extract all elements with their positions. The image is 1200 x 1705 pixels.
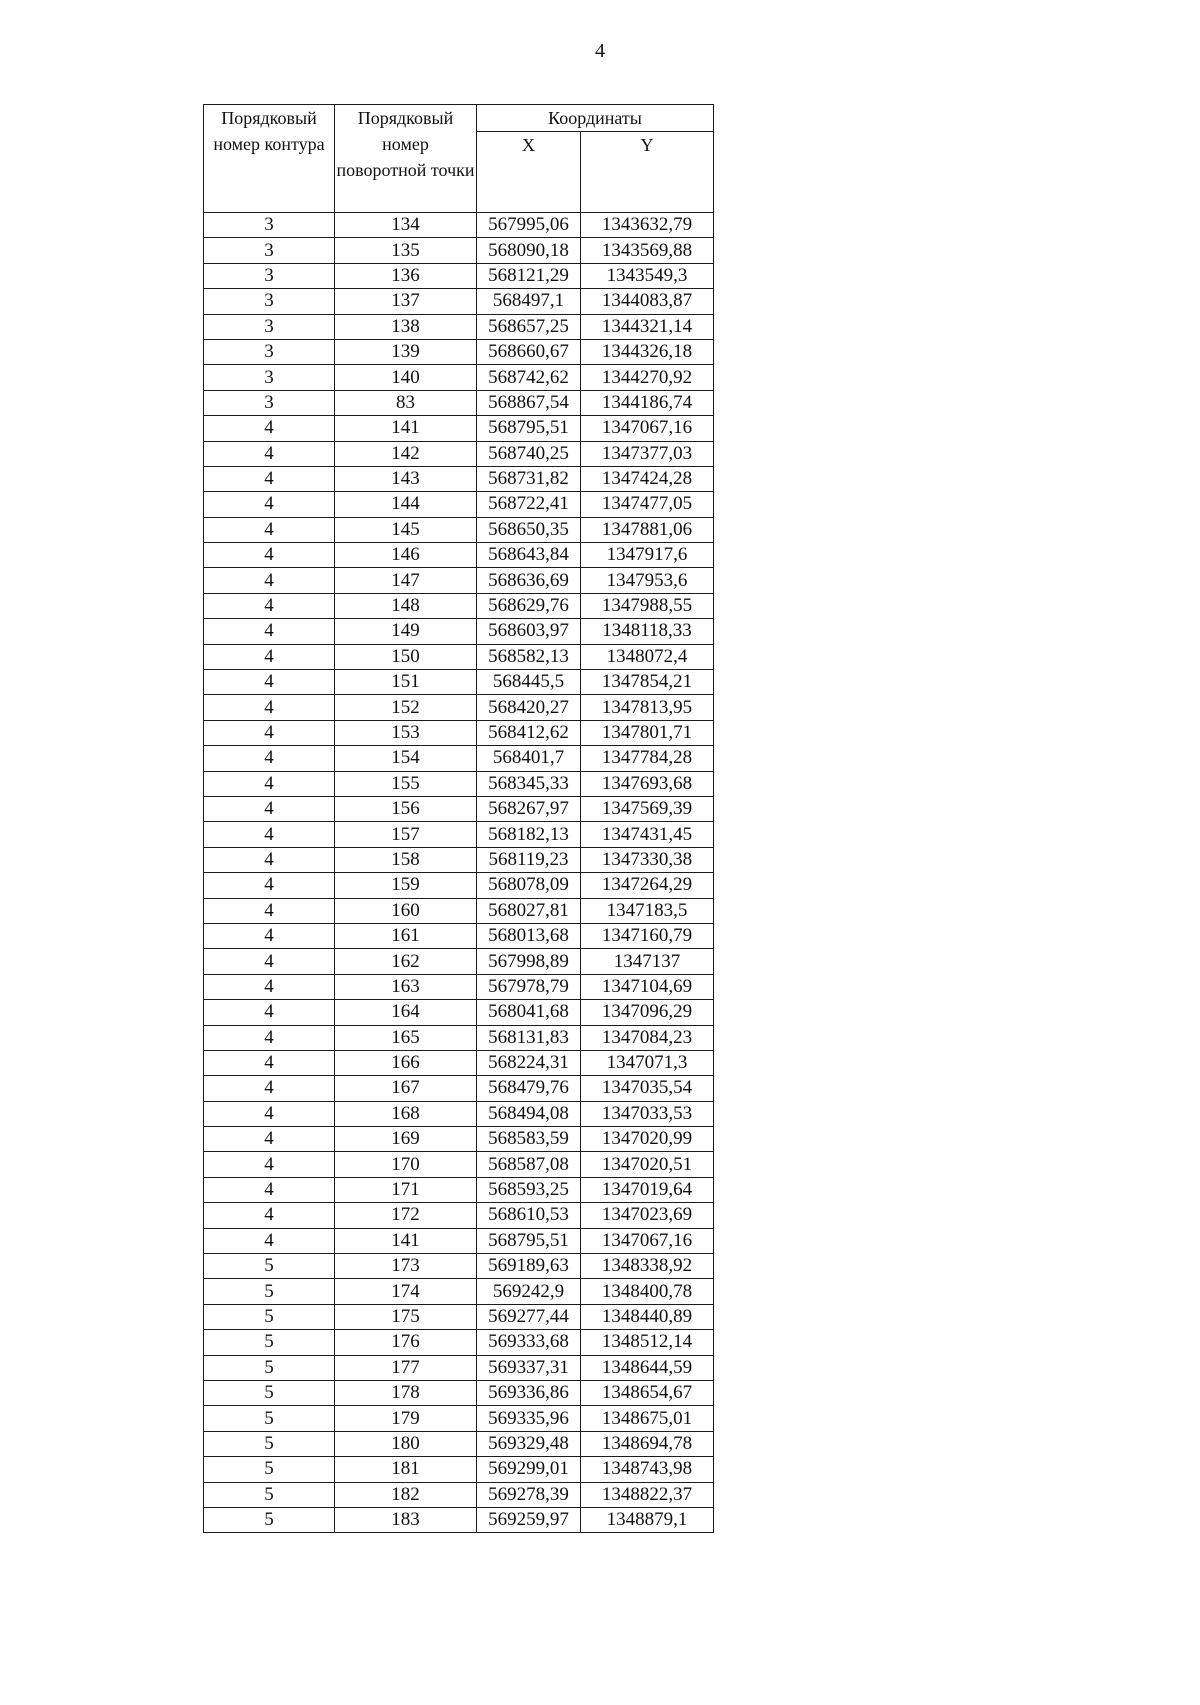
cell-point: 178 bbox=[335, 1380, 477, 1405]
cell-point: 145 bbox=[335, 517, 477, 542]
cell-x: 569333,68 bbox=[477, 1330, 581, 1355]
cell-contour: 5 bbox=[204, 1507, 335, 1532]
cell-y: 1347424,28 bbox=[581, 466, 714, 491]
cell-point: 134 bbox=[335, 213, 477, 238]
cell-point: 148 bbox=[335, 593, 477, 618]
cell-point: 172 bbox=[335, 1203, 477, 1228]
cell-x: 568078,09 bbox=[477, 873, 581, 898]
cell-y: 1347377,03 bbox=[581, 441, 714, 466]
page-number: 4 bbox=[595, 40, 605, 62]
cell-x: 568742,62 bbox=[477, 365, 581, 390]
cell-point: 177 bbox=[335, 1355, 477, 1380]
cell-x: 568610,53 bbox=[477, 1203, 581, 1228]
cell-point: 166 bbox=[335, 1050, 477, 1075]
table-row bbox=[204, 949, 714, 974]
cell-contour: 3 bbox=[204, 365, 335, 390]
table-row bbox=[204, 238, 714, 263]
cell-contour: 4 bbox=[204, 720, 335, 745]
cell-contour: 4 bbox=[204, 1177, 335, 1202]
cell-x: 568795,51 bbox=[477, 1228, 581, 1253]
cell-x: 568119,23 bbox=[477, 847, 581, 872]
cell-y: 1347431,45 bbox=[581, 822, 714, 847]
cell-x: 568479,76 bbox=[477, 1076, 581, 1101]
cell-y: 1347330,38 bbox=[581, 847, 714, 872]
table-row bbox=[204, 720, 714, 745]
cell-point: 161 bbox=[335, 923, 477, 948]
cell-point: 149 bbox=[335, 619, 477, 644]
cell-point: 142 bbox=[335, 441, 477, 466]
cell-x: 568603,97 bbox=[477, 619, 581, 644]
table-row bbox=[204, 1330, 714, 1355]
cell-contour: 4 bbox=[204, 1152, 335, 1177]
cell-y: 1347033,53 bbox=[581, 1101, 714, 1126]
table-row bbox=[204, 771, 714, 796]
cell-y: 1347784,28 bbox=[581, 746, 714, 771]
cell-point: 137 bbox=[335, 289, 477, 314]
table-row bbox=[204, 644, 714, 669]
cell-x: 568660,67 bbox=[477, 339, 581, 364]
header-point-number: Порядковый номер поворотной точки bbox=[335, 105, 477, 213]
cell-y: 1348118,33 bbox=[581, 619, 714, 644]
cell-x: 569337,31 bbox=[477, 1355, 581, 1380]
cell-x: 568650,35 bbox=[477, 517, 581, 542]
cell-y: 1348675,01 bbox=[581, 1406, 714, 1431]
cell-point: 156 bbox=[335, 796, 477, 821]
cell-x: 567998,89 bbox=[477, 949, 581, 974]
table-row bbox=[204, 517, 714, 542]
cell-contour: 4 bbox=[204, 796, 335, 821]
cell-y: 1347096,29 bbox=[581, 1000, 714, 1025]
cell-contour: 4 bbox=[204, 974, 335, 999]
table-row bbox=[204, 1279, 714, 1304]
cell-contour: 4 bbox=[204, 1203, 335, 1228]
cell-contour: 5 bbox=[204, 1431, 335, 1456]
cell-point: 83 bbox=[335, 390, 477, 415]
cell-y: 1347183,5 bbox=[581, 898, 714, 923]
cell-point: 169 bbox=[335, 1127, 477, 1152]
cell-contour: 5 bbox=[204, 1330, 335, 1355]
cell-point: 154 bbox=[335, 746, 477, 771]
cell-y: 1347953,6 bbox=[581, 568, 714, 593]
table-row bbox=[204, 1050, 714, 1075]
cell-contour: 4 bbox=[204, 923, 335, 948]
table-row bbox=[204, 873, 714, 898]
table-row bbox=[204, 796, 714, 821]
cell-y: 1347084,23 bbox=[581, 1025, 714, 1050]
table-row bbox=[204, 695, 714, 720]
header-y: Y bbox=[581, 132, 714, 213]
table-row bbox=[204, 365, 714, 390]
table-row bbox=[204, 1127, 714, 1152]
cell-point: 151 bbox=[335, 670, 477, 695]
cell-contour: 3 bbox=[204, 314, 335, 339]
table-row bbox=[204, 898, 714, 923]
table-row bbox=[204, 1380, 714, 1405]
cell-contour: 4 bbox=[204, 619, 335, 644]
cell-y: 1347019,64 bbox=[581, 1177, 714, 1202]
cell-point: 143 bbox=[335, 466, 477, 491]
cell-y: 1343549,3 bbox=[581, 263, 714, 288]
cell-contour: 5 bbox=[204, 1406, 335, 1431]
table-row bbox=[204, 1304, 714, 1329]
table-row bbox=[204, 314, 714, 339]
cell-y: 1347023,69 bbox=[581, 1203, 714, 1228]
cell-x: 568013,68 bbox=[477, 923, 581, 948]
table-row bbox=[204, 1507, 714, 1532]
cell-x: 568345,33 bbox=[477, 771, 581, 796]
cell-point: 135 bbox=[335, 238, 477, 263]
table-row bbox=[204, 923, 714, 948]
cell-y: 1347854,21 bbox=[581, 670, 714, 695]
cell-point: 170 bbox=[335, 1152, 477, 1177]
cell-y: 1348072,4 bbox=[581, 644, 714, 669]
cell-contour: 4 bbox=[204, 1050, 335, 1075]
table-row bbox=[204, 492, 714, 517]
table-row bbox=[204, 441, 714, 466]
cell-point: 140 bbox=[335, 365, 477, 390]
cell-contour: 3 bbox=[204, 289, 335, 314]
cell-contour: 3 bbox=[204, 390, 335, 415]
cell-point: 176 bbox=[335, 1330, 477, 1355]
cell-x: 568224,31 bbox=[477, 1050, 581, 1075]
cell-y: 1347035,54 bbox=[581, 1076, 714, 1101]
table-row bbox=[204, 1177, 714, 1202]
cell-point: 181 bbox=[335, 1457, 477, 1482]
cell-x: 568629,76 bbox=[477, 593, 581, 618]
cell-point: 153 bbox=[335, 720, 477, 745]
cell-x: 569336,86 bbox=[477, 1380, 581, 1405]
cell-contour: 4 bbox=[204, 517, 335, 542]
cell-x: 567995,06 bbox=[477, 213, 581, 238]
cell-y: 1347071,3 bbox=[581, 1050, 714, 1075]
table-row bbox=[204, 1254, 714, 1279]
cell-point: 157 bbox=[335, 822, 477, 847]
cell-point: 174 bbox=[335, 1279, 477, 1304]
cell-contour: 3 bbox=[204, 238, 335, 263]
cell-point: 179 bbox=[335, 1406, 477, 1431]
cell-x: 567978,79 bbox=[477, 974, 581, 999]
cell-y: 1344270,92 bbox=[581, 365, 714, 390]
cell-y: 1348512,14 bbox=[581, 1330, 714, 1355]
cell-point: 182 bbox=[335, 1482, 477, 1507]
cell-x: 569329,48 bbox=[477, 1431, 581, 1456]
coordinates-table bbox=[203, 104, 714, 1533]
cell-y: 1343632,79 bbox=[581, 213, 714, 238]
table-row bbox=[204, 1000, 714, 1025]
cell-x: 568583,59 bbox=[477, 1127, 581, 1152]
cell-y: 1347067,16 bbox=[581, 1228, 714, 1253]
cell-y: 1343569,88 bbox=[581, 238, 714, 263]
cell-y: 1347477,05 bbox=[581, 492, 714, 517]
cell-x: 569259,97 bbox=[477, 1507, 581, 1532]
cell-x: 569242,9 bbox=[477, 1279, 581, 1304]
table-row bbox=[204, 213, 714, 238]
cell-contour: 4 bbox=[204, 644, 335, 669]
cell-point: 150 bbox=[335, 644, 477, 669]
cell-contour: 4 bbox=[204, 822, 335, 847]
cell-contour: 5 bbox=[204, 1254, 335, 1279]
cell-contour: 4 bbox=[204, 416, 335, 441]
cell-x: 568131,83 bbox=[477, 1025, 581, 1050]
cell-contour: 4 bbox=[204, 1228, 335, 1253]
cell-x: 569299,01 bbox=[477, 1457, 581, 1482]
cell-contour: 5 bbox=[204, 1457, 335, 1482]
cell-point: 158 bbox=[335, 847, 477, 872]
cell-y: 1348654,67 bbox=[581, 1380, 714, 1405]
cell-y: 1348644,59 bbox=[581, 1355, 714, 1380]
table-row bbox=[204, 1482, 714, 1507]
table-row bbox=[204, 1406, 714, 1431]
table-row bbox=[204, 1203, 714, 1228]
table-row bbox=[204, 390, 714, 415]
cell-contour: 5 bbox=[204, 1279, 335, 1304]
cell-point: 146 bbox=[335, 543, 477, 568]
cell-contour: 4 bbox=[204, 466, 335, 491]
table-row bbox=[204, 568, 714, 593]
cell-y: 1344321,14 bbox=[581, 314, 714, 339]
cell-point: 159 bbox=[335, 873, 477, 898]
cell-x: 569277,44 bbox=[477, 1304, 581, 1329]
header-contour-number: Порядковый номер контура bbox=[204, 105, 335, 213]
cell-x: 568722,41 bbox=[477, 492, 581, 517]
cell-point: 164 bbox=[335, 1000, 477, 1025]
cell-x: 568657,25 bbox=[477, 314, 581, 339]
table-row bbox=[204, 974, 714, 999]
cell-point: 155 bbox=[335, 771, 477, 796]
header-coordinates: Координаты bbox=[477, 105, 714, 132]
cell-contour: 4 bbox=[204, 873, 335, 898]
cell-point: 160 bbox=[335, 898, 477, 923]
cell-y: 1344083,87 bbox=[581, 289, 714, 314]
cell-y: 1348338,92 bbox=[581, 1254, 714, 1279]
cell-point: 162 bbox=[335, 949, 477, 974]
cell-x: 568636,69 bbox=[477, 568, 581, 593]
cell-y: 1348694,78 bbox=[581, 1431, 714, 1456]
cell-point: 144 bbox=[335, 492, 477, 517]
cell-y: 1348879,1 bbox=[581, 1507, 714, 1532]
cell-contour: 4 bbox=[204, 543, 335, 568]
table-row bbox=[204, 1076, 714, 1101]
cell-point: 165 bbox=[335, 1025, 477, 1050]
cell-contour: 5 bbox=[204, 1482, 335, 1507]
cell-contour: 4 bbox=[204, 898, 335, 923]
cell-x: 568420,27 bbox=[477, 695, 581, 720]
cell-x: 568643,84 bbox=[477, 543, 581, 568]
cell-contour: 4 bbox=[204, 847, 335, 872]
cell-x: 568121,29 bbox=[477, 263, 581, 288]
cell-contour: 5 bbox=[204, 1304, 335, 1329]
cell-y: 1344186,74 bbox=[581, 390, 714, 415]
cell-x: 568182,13 bbox=[477, 822, 581, 847]
cell-y: 1347264,29 bbox=[581, 873, 714, 898]
table-row bbox=[204, 1101, 714, 1126]
cell-point: 141 bbox=[335, 1228, 477, 1253]
cell-contour: 4 bbox=[204, 695, 335, 720]
cell-x: 568731,82 bbox=[477, 466, 581, 491]
table-row bbox=[204, 263, 714, 288]
cell-y: 1347160,79 bbox=[581, 923, 714, 948]
table-row bbox=[204, 1355, 714, 1380]
cell-x: 568267,97 bbox=[477, 796, 581, 821]
cell-contour: 4 bbox=[204, 771, 335, 796]
table-row bbox=[204, 339, 714, 364]
table-row bbox=[204, 670, 714, 695]
cell-x: 568867,54 bbox=[477, 390, 581, 415]
cell-y: 1347917,6 bbox=[581, 543, 714, 568]
cell-point: 138 bbox=[335, 314, 477, 339]
cell-x: 568041,68 bbox=[477, 1000, 581, 1025]
table-row bbox=[204, 746, 714, 771]
cell-point: 141 bbox=[335, 416, 477, 441]
cell-y: 1347693,68 bbox=[581, 771, 714, 796]
cell-y: 1344326,18 bbox=[581, 339, 714, 364]
cell-point: 152 bbox=[335, 695, 477, 720]
cell-x: 568445,5 bbox=[477, 670, 581, 695]
cell-contour: 4 bbox=[204, 1076, 335, 1101]
cell-contour: 4 bbox=[204, 441, 335, 466]
cell-x: 568027,81 bbox=[477, 898, 581, 923]
table-row bbox=[204, 1431, 714, 1456]
cell-y: 1347020,51 bbox=[581, 1152, 714, 1177]
cell-x: 569278,39 bbox=[477, 1482, 581, 1507]
table-row bbox=[204, 593, 714, 618]
table-row bbox=[204, 822, 714, 847]
cell-x: 569335,96 bbox=[477, 1406, 581, 1431]
cell-point: 183 bbox=[335, 1507, 477, 1532]
cell-point: 139 bbox=[335, 339, 477, 364]
cell-y: 1347020,99 bbox=[581, 1127, 714, 1152]
header-x: X bbox=[477, 132, 581, 213]
table-row bbox=[204, 1025, 714, 1050]
table-body bbox=[204, 213, 714, 1533]
cell-contour: 3 bbox=[204, 213, 335, 238]
cell-x: 568090,18 bbox=[477, 238, 581, 263]
cell-contour: 4 bbox=[204, 746, 335, 771]
cell-y: 1347881,06 bbox=[581, 517, 714, 542]
cell-x: 568494,08 bbox=[477, 1101, 581, 1126]
cell-point: 147 bbox=[335, 568, 477, 593]
cell-contour: 4 bbox=[204, 949, 335, 974]
table-row bbox=[204, 466, 714, 491]
cell-y: 1348822,37 bbox=[581, 1482, 714, 1507]
cell-contour: 4 bbox=[204, 492, 335, 517]
cell-x: 568497,1 bbox=[477, 289, 581, 314]
cell-point: 167 bbox=[335, 1076, 477, 1101]
cell-x: 568587,08 bbox=[477, 1152, 581, 1177]
cell-contour: 4 bbox=[204, 1000, 335, 1025]
table-row bbox=[204, 289, 714, 314]
cell-contour: 3 bbox=[204, 263, 335, 288]
cell-point: 163 bbox=[335, 974, 477, 999]
table-row bbox=[204, 1152, 714, 1177]
cell-x: 568740,25 bbox=[477, 441, 581, 466]
cell-x: 568582,13 bbox=[477, 644, 581, 669]
cell-contour: 3 bbox=[204, 339, 335, 364]
cell-contour: 5 bbox=[204, 1355, 335, 1380]
table-row bbox=[204, 416, 714, 441]
cell-y: 1347104,69 bbox=[581, 974, 714, 999]
cell-point: 171 bbox=[335, 1177, 477, 1202]
table-row bbox=[204, 1228, 714, 1253]
cell-y: 1347067,16 bbox=[581, 416, 714, 441]
cell-point: 168 bbox=[335, 1101, 477, 1126]
table-row bbox=[204, 543, 714, 568]
cell-y: 1347813,95 bbox=[581, 695, 714, 720]
cell-contour: 5 bbox=[204, 1380, 335, 1405]
cell-y: 1347137 bbox=[581, 949, 714, 974]
cell-x: 569189,63 bbox=[477, 1254, 581, 1279]
cell-y: 1347569,39 bbox=[581, 796, 714, 821]
cell-contour: 4 bbox=[204, 1101, 335, 1126]
cell-y: 1347801,71 bbox=[581, 720, 714, 745]
cell-y: 1348440,89 bbox=[581, 1304, 714, 1329]
table-row bbox=[204, 619, 714, 644]
cell-x: 568593,25 bbox=[477, 1177, 581, 1202]
cell-point: 173 bbox=[335, 1254, 477, 1279]
cell-point: 136 bbox=[335, 263, 477, 288]
cell-y: 1348400,78 bbox=[581, 1279, 714, 1304]
cell-y: 1348743,98 bbox=[581, 1457, 714, 1482]
table-row bbox=[204, 1457, 714, 1482]
cell-contour: 4 bbox=[204, 593, 335, 618]
cell-x: 568795,51 bbox=[477, 416, 581, 441]
cell-point: 180 bbox=[335, 1431, 477, 1456]
cell-contour: 4 bbox=[204, 568, 335, 593]
cell-x: 568412,62 bbox=[477, 720, 581, 745]
cell-contour: 4 bbox=[204, 1025, 335, 1050]
table-row bbox=[204, 847, 714, 872]
cell-point: 175 bbox=[335, 1304, 477, 1329]
cell-x: 568401,7 bbox=[477, 746, 581, 771]
cell-contour: 4 bbox=[204, 1127, 335, 1152]
cell-y: 1347988,55 bbox=[581, 593, 714, 618]
cell-contour: 4 bbox=[204, 670, 335, 695]
